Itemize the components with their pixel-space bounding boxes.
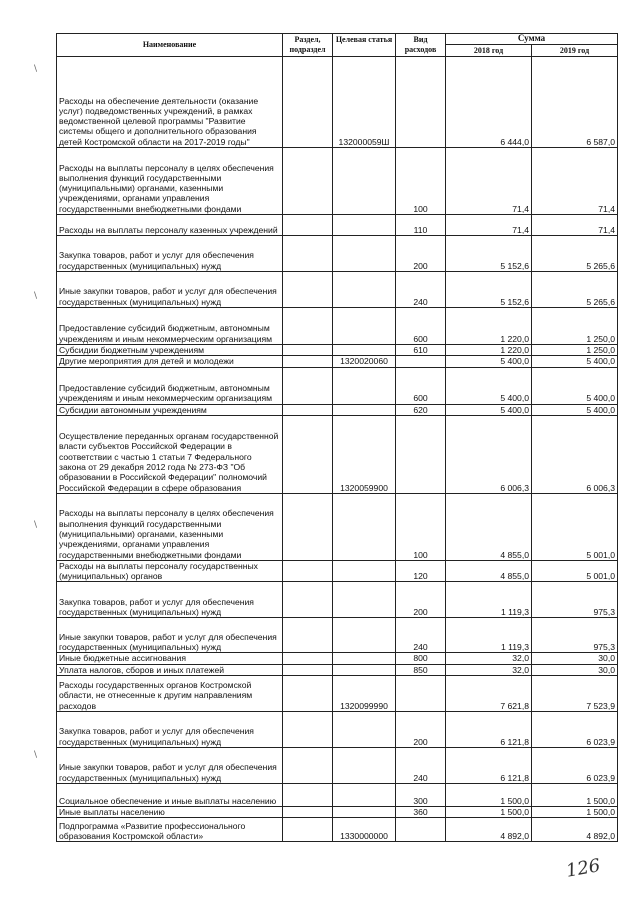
row-type-cell: 620: [396, 404, 446, 415]
table-row: [57, 345, 618, 356]
row-2019-cell: 5 265,6: [532, 272, 618, 308]
row-section-cell: [283, 404, 333, 415]
row-name-cell: Уплата налогов, сборов и иных платежей: [57, 664, 283, 675]
row-type-cell: 200: [396, 582, 446, 618]
row-2019-cell: 1 250,0: [532, 345, 618, 356]
row-name-cell: Иные бюджетные ассигнования: [57, 653, 283, 664]
row-section-cell: [283, 308, 333, 345]
row-section-cell: [283, 493, 333, 560]
row-name-cell: Расходы на выплаты персоналу в целях обеспечения выполнения функций государственными (муниципальными) органами, казенными учреждениями, органами управления государственными внебюджетными фондами: [57, 148, 283, 215]
row-2019-cell: 6 023,9: [532, 748, 618, 784]
row-target-cell: 1320059900: [333, 415, 396, 493]
header-year-2018: 2018 год: [446, 44, 532, 57]
row-2018-cell: 32,0: [446, 653, 532, 664]
row-2019-cell: 975,3: [532, 582, 618, 618]
row-name-cell: Иные закупки товаров, работ и услуг для обеспечения государственных (муниципальных) нужд: [57, 272, 283, 308]
table-row: [57, 308, 618, 345]
row-2018-cell: 71,4: [446, 148, 532, 215]
row-type-cell: 600: [396, 308, 446, 345]
table-row: [57, 367, 618, 404]
row-2019-cell: 1 250,0: [532, 308, 618, 345]
row-2019-cell: 4 892,0: [532, 818, 618, 842]
row-type-cell: 200: [396, 236, 446, 272]
row-section-cell: [283, 712, 333, 748]
row-2019-cell: 5 400,0: [532, 356, 618, 367]
row-type-cell: 300: [396, 784, 446, 807]
row-2019-cell: 6 587,0: [532, 57, 618, 148]
row-type-cell: [396, 818, 446, 842]
margin-mark: \: [34, 64, 38, 74]
row-target-cell: [333, 784, 396, 807]
row-section-cell: [283, 653, 333, 664]
row-type-cell: 600: [396, 367, 446, 404]
row-name-cell: Предоставление субсидий бюджетным, автономным учреждениям и иным некоммерческим организациям: [57, 367, 283, 404]
row-type-cell: [396, 676, 446, 712]
row-name-cell: Субсидии бюджетным учреждениям: [57, 345, 283, 356]
row-target-cell: [333, 560, 396, 582]
row-name-cell: Подпрограмма «Развитие профессионального образования Костромской области»: [57, 818, 283, 842]
row-target-cell: [333, 493, 396, 560]
budget-table: [56, 33, 618, 842]
row-2018-cell: 6 006,3: [446, 415, 532, 493]
row-2018-cell: 71,4: [446, 215, 532, 236]
row-2018-cell: 1 220,0: [446, 345, 532, 356]
row-section-cell: [283, 784, 333, 807]
row-name-cell: Социальное обеспечение и иные выплаты населению: [57, 784, 283, 807]
row-target-cell: 1320099990: [333, 676, 396, 712]
row-type-cell: 110: [396, 215, 446, 236]
row-2019-cell: 5 001,0: [532, 560, 618, 582]
row-type-cell: 200: [396, 712, 446, 748]
row-target-cell: [333, 148, 396, 215]
row-2018-cell: 1 500,0: [446, 784, 532, 807]
row-target-cell: [333, 664, 396, 675]
table-row: [57, 148, 618, 215]
table-row: [57, 653, 618, 664]
table-body: [57, 57, 618, 842]
row-type-cell: 240: [396, 272, 446, 308]
table-row: [57, 356, 618, 367]
row-type-cell: 800: [396, 653, 446, 664]
row-target-cell: 1330000000: [333, 818, 396, 842]
row-2018-cell: 7 621,8: [446, 676, 532, 712]
row-section-cell: [283, 356, 333, 367]
row-2019-cell: 30,0: [532, 653, 618, 664]
row-2018-cell: 4 855,0: [446, 493, 532, 560]
row-2018-cell: 1 500,0: [446, 807, 532, 818]
header-section: Раздел, подраздел: [283, 34, 333, 57]
header-sum: Сумма: [446, 34, 618, 45]
row-name-cell: Другие мероприятия для детей и молодежи: [57, 356, 283, 367]
row-name-cell: Расходы на выплаты персоналу государственных (муниципальных) органов: [57, 560, 283, 582]
row-2018-cell: 1 119,3: [446, 582, 532, 618]
row-2018-cell: 6 121,8: [446, 748, 532, 784]
row-2018-cell: 6 444,0: [446, 57, 532, 148]
row-2018-cell: 32,0: [446, 664, 532, 675]
row-target-cell: [333, 712, 396, 748]
header-type: Вид расходов: [396, 34, 446, 57]
row-name-cell: Иные закупки товаров, работ и услуг для обеспечения государственных (муниципальных) нужд: [57, 618, 283, 653]
row-section-cell: [283, 345, 333, 356]
row-section-cell: [283, 415, 333, 493]
margin-mark: \: [34, 520, 38, 530]
table-row: [57, 712, 618, 748]
row-type-cell: 850: [396, 664, 446, 675]
row-section-cell: [283, 582, 333, 618]
page-number: 126: [564, 855, 602, 882]
row-name-cell: Осуществление переданных органам государственной власти субъектов Российской Федерации в соответствии с частью 1 статьи 7 Федерального закона от 29 декабря 2012 года № 273-ФЗ "Об образовании в Российской Федерации" полномочий Российской Федерации в сфере образования: [57, 415, 283, 493]
row-2019-cell: 30,0: [532, 664, 618, 675]
row-2019-cell: 71,4: [532, 215, 618, 236]
row-target-cell: [333, 618, 396, 653]
margin-mark: \: [34, 750, 38, 760]
row-name-cell: Предоставление субсидий бюджетным, автономным учреждениям и иным некоммерческим организациям: [57, 308, 283, 345]
row-type-cell: 610: [396, 345, 446, 356]
table-row: [57, 818, 618, 842]
row-2019-cell: 5 265,6: [532, 236, 618, 272]
row-section-cell: [283, 236, 333, 272]
table-row: [57, 236, 618, 272]
row-2019-cell: 5 400,0: [532, 404, 618, 415]
row-2018-cell: 5 400,0: [446, 367, 532, 404]
row-2019-cell: 7 523,9: [532, 676, 618, 712]
row-2019-cell: 1 500,0: [532, 784, 618, 807]
table-row: [57, 676, 618, 712]
row-section-cell: [283, 215, 333, 236]
row-name-cell: Закупка товаров, работ и услуг для обеспечения государственных (муниципальных) нужд: [57, 712, 283, 748]
row-section-cell: [283, 560, 333, 582]
row-name-cell: Закупка товаров, работ и услуг для обеспечения государственных (муниципальных) нужд: [57, 582, 283, 618]
row-name-cell: Расходы на выплаты персоналу в целях обеспечения выполнения функций государственными (муниципальными) органами, казенными учреждениями, органами управления государственными внебюджетными фондами: [57, 493, 283, 560]
row-section-cell: [283, 57, 333, 148]
table-row: [57, 215, 618, 236]
table-row: [57, 272, 618, 308]
row-section-cell: [283, 807, 333, 818]
row-2018-cell: 1 220,0: [446, 308, 532, 345]
row-type-cell: [396, 356, 446, 367]
row-2018-cell: 6 121,8: [446, 712, 532, 748]
header-year-2019: 2019 год: [532, 44, 618, 57]
row-name-cell: Закупка товаров, работ и услуг для обеспечения государственных (муниципальных) нужд: [57, 236, 283, 272]
row-2018-cell: 4 855,0: [446, 560, 532, 582]
row-type-cell: [396, 57, 446, 148]
row-type-cell: [396, 415, 446, 493]
header-name: Наименование: [57, 34, 283, 57]
table-row: [57, 57, 618, 148]
row-type-cell: 240: [396, 618, 446, 653]
row-2018-cell: 5 400,0: [446, 356, 532, 367]
row-2018-cell: 5 400,0: [446, 404, 532, 415]
row-name-cell: Расходы на выплаты персоналу казенных учреждений: [57, 215, 283, 236]
row-target-cell: [333, 748, 396, 784]
row-section-cell: [283, 272, 333, 308]
table-row: [57, 560, 618, 582]
table-row: [57, 404, 618, 415]
row-target-cell: [333, 582, 396, 618]
row-2018-cell: 1 119,3: [446, 618, 532, 653]
row-section-cell: [283, 367, 333, 404]
row-section-cell: [283, 748, 333, 784]
row-section-cell: [283, 818, 333, 842]
row-target-cell: 1320020060: [333, 356, 396, 367]
row-type-cell: 120: [396, 560, 446, 582]
header-target: Целевая статья: [333, 34, 396, 57]
row-2019-cell: 975,3: [532, 618, 618, 653]
row-type-cell: 100: [396, 493, 446, 560]
row-target-cell: [333, 345, 396, 356]
table-row: [57, 748, 618, 784]
row-type-cell: 240: [396, 748, 446, 784]
row-2019-cell: 5 001,0: [532, 493, 618, 560]
row-target-cell: [333, 215, 396, 236]
table-row: [57, 415, 618, 493]
header-row: [57, 34, 618, 45]
table-row: [57, 493, 618, 560]
row-target-cell: [333, 272, 396, 308]
row-2018-cell: 5 152,6: [446, 236, 532, 272]
table-row: [57, 784, 618, 807]
row-target-cell: [333, 367, 396, 404]
table-row: [57, 807, 618, 818]
row-section-cell: [283, 676, 333, 712]
row-target-cell: [333, 404, 396, 415]
row-type-cell: 360: [396, 807, 446, 818]
row-target-cell: [333, 236, 396, 272]
table-row: [57, 582, 618, 618]
row-2019-cell: 5 400,0: [532, 367, 618, 404]
row-2019-cell: 1 500,0: [532, 807, 618, 818]
row-2018-cell: 5 152,6: [446, 272, 532, 308]
row-target-cell: [333, 807, 396, 818]
row-name-cell: Расходы государственных органов Костромской области, не отнесенные к другим направлениям расходов: [57, 676, 283, 712]
row-target-cell: 132000059Ш: [333, 57, 396, 148]
row-type-cell: 100: [396, 148, 446, 215]
row-2019-cell: 71,4: [532, 148, 618, 215]
row-name-cell: Субсидии автономным учреждениям: [57, 404, 283, 415]
row-section-cell: [283, 148, 333, 215]
row-target-cell: [333, 308, 396, 345]
row-section-cell: [283, 618, 333, 653]
row-2018-cell: 4 892,0: [446, 818, 532, 842]
table-row: [57, 618, 618, 653]
table-row: [57, 664, 618, 675]
row-2019-cell: 6 023,9: [532, 712, 618, 748]
row-2019-cell: 6 006,3: [532, 415, 618, 493]
row-section-cell: [283, 664, 333, 675]
row-name-cell: Расходы на обеспечение деятельности (оказание услуг) подведомственных учреждений, в рамках ведомственной целевой программы "Развитие системы общего и дополнительного образования детей Костромской области на 2017-2019 годы": [57, 57, 283, 148]
row-target-cell: [333, 653, 396, 664]
row-name-cell: Иные выплаты населению: [57, 807, 283, 818]
row-name-cell: Иные закупки товаров, работ и услуг для обеспечения государственных (муниципальных) нужд: [57, 748, 283, 784]
margin-mark: \: [34, 291, 38, 301]
